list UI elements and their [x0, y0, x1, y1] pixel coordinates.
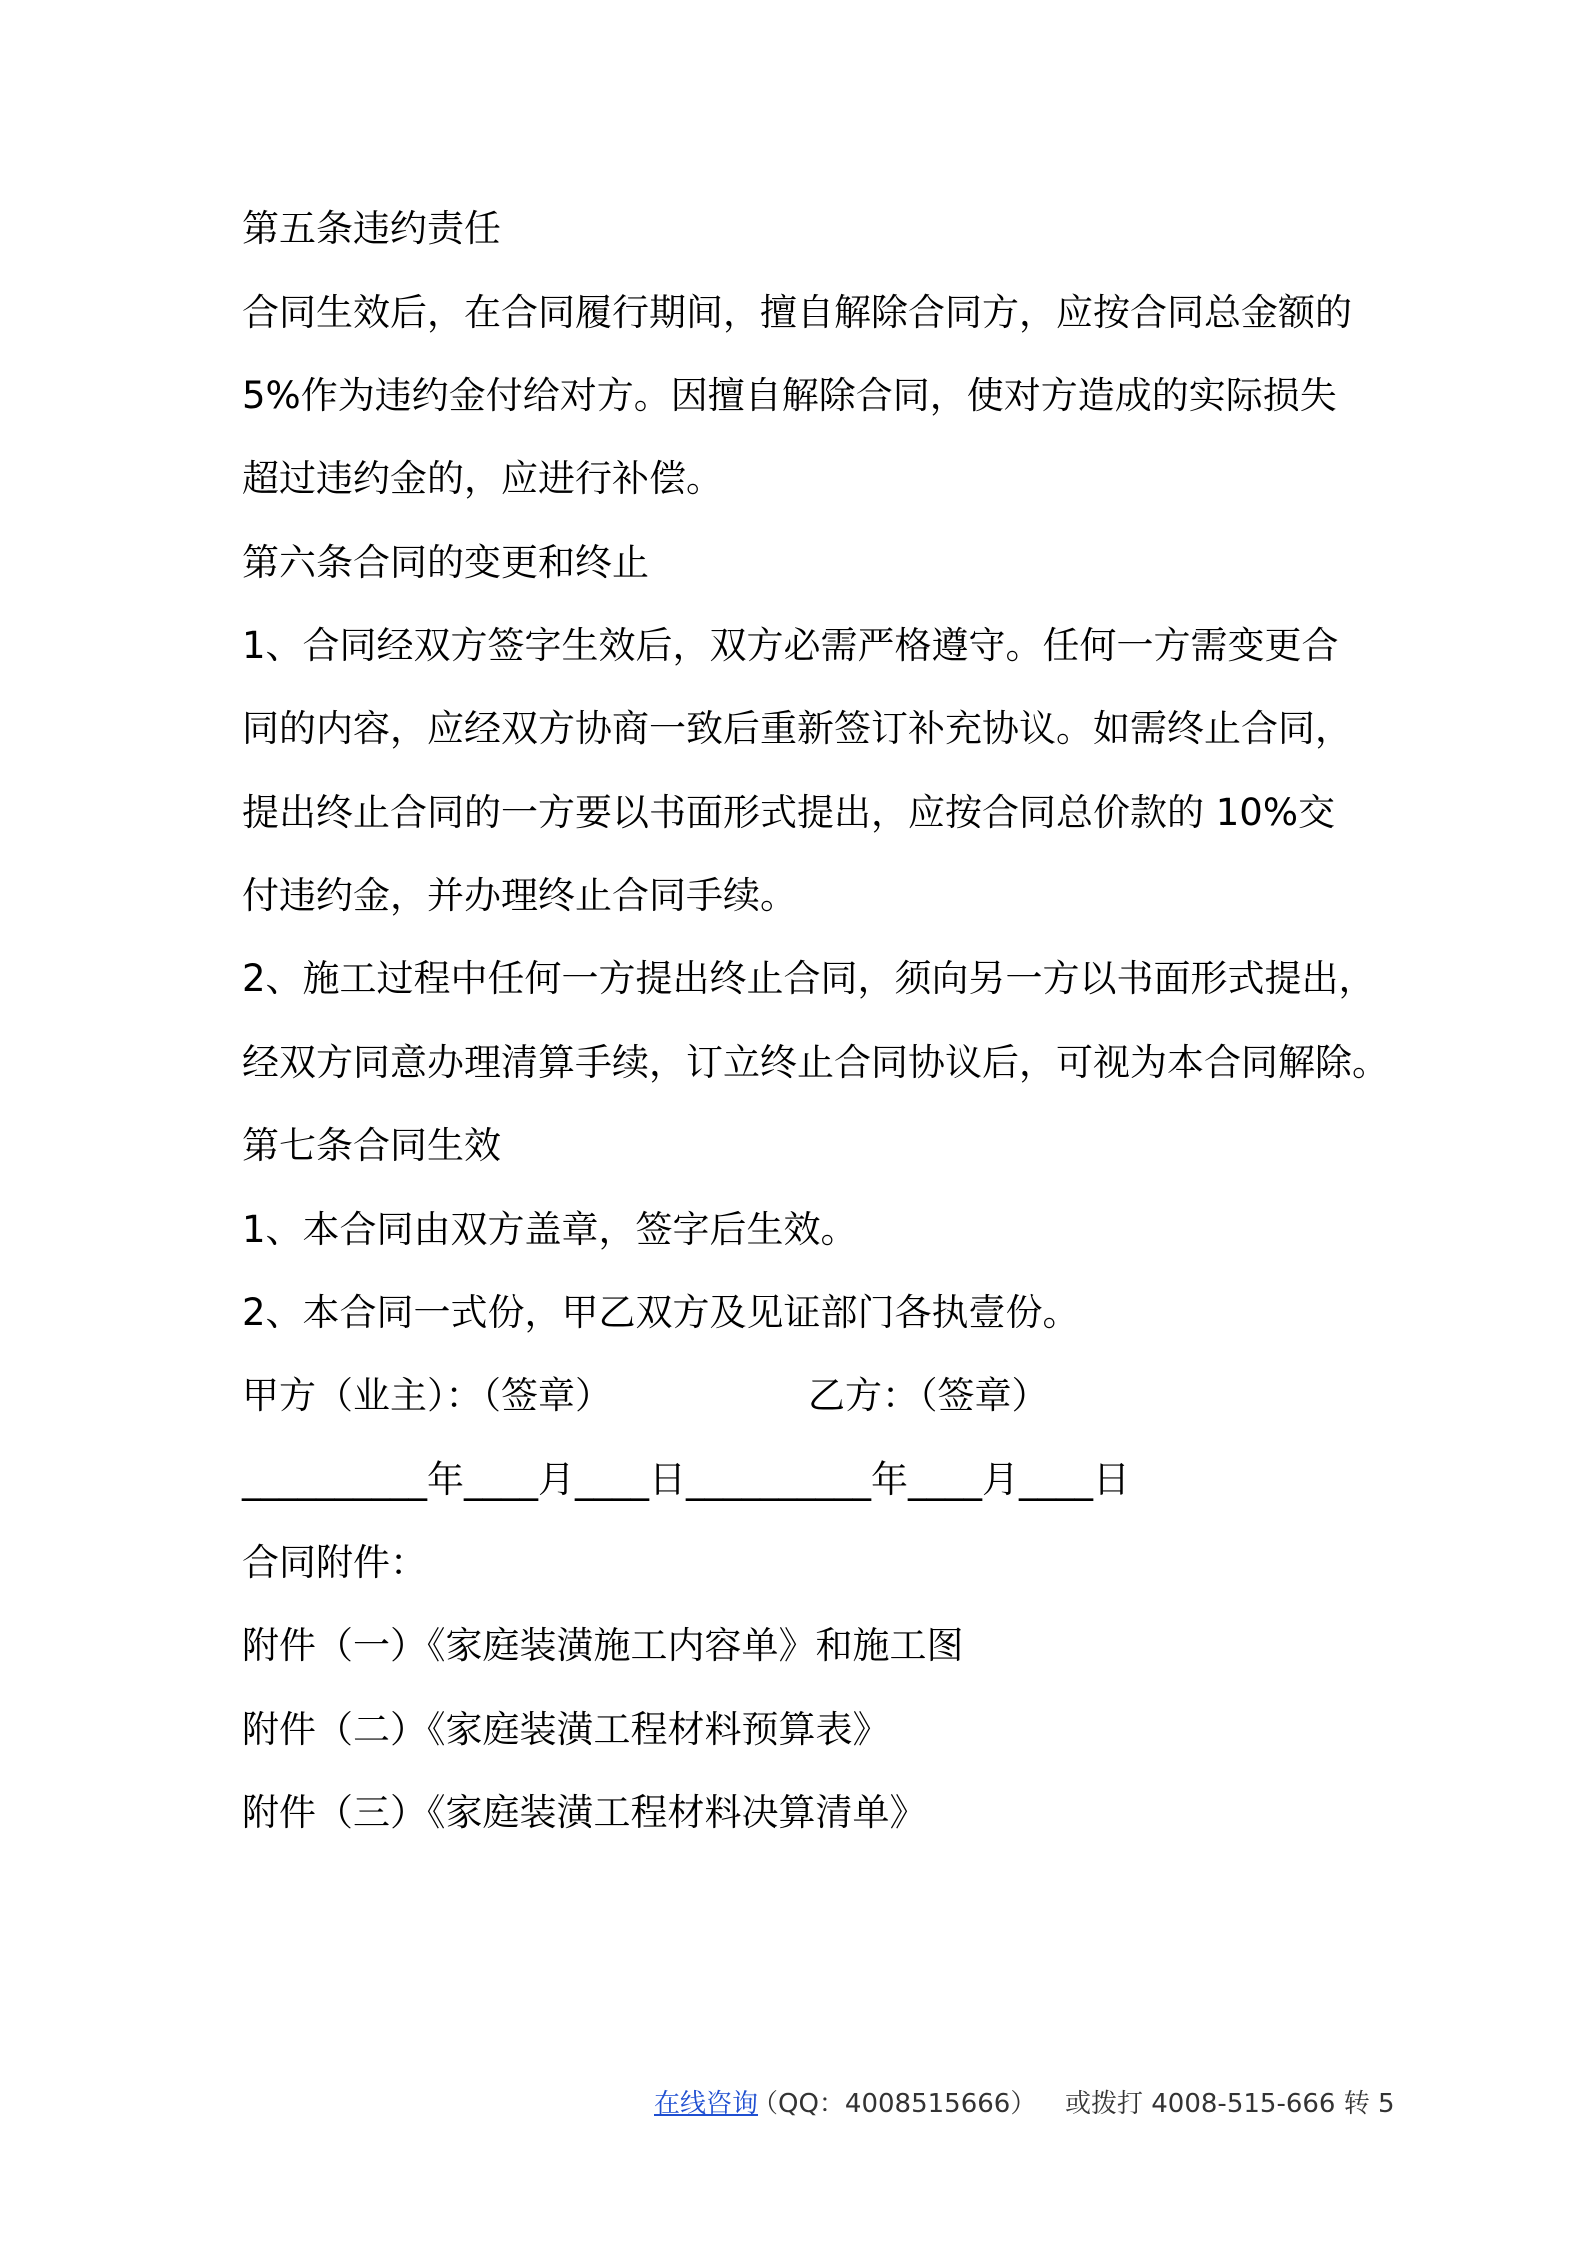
paragraph-line: 同的内容，应经双方协商一致后重新签订补充协议。如需终止合同，: [242, 707, 1352, 750]
signature-party-b: 乙方：（签章）: [808, 1374, 1049, 1417]
signature-row: [242, 1374, 1362, 1418]
paragraph-line: 提出终止合同的一方要以书面形式提出，应按合同总价款的 10%交: [242, 791, 1335, 834]
attachment-item: 附件（一）《家庭装潢施工内容单》和施工图: [242, 1624, 964, 1667]
paragraph-line: 1、本合同由双方盖章，签字后生效。: [242, 1208, 858, 1251]
attachment-item: 附件（二）《家庭装潢工程材料预算表》: [242, 1708, 890, 1751]
section-heading-6: 第六条合同的变更和终止: [242, 541, 649, 584]
phone-contact: 或拨打 4008-515-666 转 5: [1065, 2089, 1395, 2119]
paragraph-line: 合同生效后，在合同履行期间，擅自解除合同方，应按合同总金额的: [242, 291, 1352, 334]
paragraph-line: 2、施工过程中任何一方提出终止合同，须向另一方以书面形式提出，: [242, 957, 1376, 1000]
paragraph-line: 超过违约金的，应进行补偿。: [242, 457, 723, 500]
date-line: __________年____月____日__________年____月____日: [242, 1458, 1130, 1501]
attachments-heading: 合同附件：: [242, 1541, 427, 1584]
online-consult-link[interactable]: 在线咨询: [654, 2089, 759, 2119]
paragraph-line: 经双方同意办理清算手续，订立终止合同协议后，可视为本合同解除。: [242, 1041, 1389, 1084]
attachment-item: 附件（三）《家庭装潢工程材料决算清单》: [242, 1791, 927, 1834]
paragraph-line: 5%作为违约金付给对方。因擅自解除合同，使对方造成的实际损失: [242, 374, 1337, 417]
paragraph-line: 付违约金，并办理终止合同手续。: [242, 874, 797, 917]
section-heading-7: 第七条合同生效: [242, 1124, 501, 1167]
paragraph-line: 1、合同经双方签字生效后，双方必需严格遵守。任何一方需变更合: [242, 624, 1339, 667]
section-heading-5: 第五条违约责任: [242, 207, 501, 250]
paragraph-line: 2、本合同一式份，甲乙双方及见证部门各执壹份。: [242, 1291, 1080, 1334]
signature-party-a: 甲方（业主）：（签章）: [242, 1374, 612, 1417]
qq-contact: （QQ：4008515666）: [752, 2089, 1037, 2119]
